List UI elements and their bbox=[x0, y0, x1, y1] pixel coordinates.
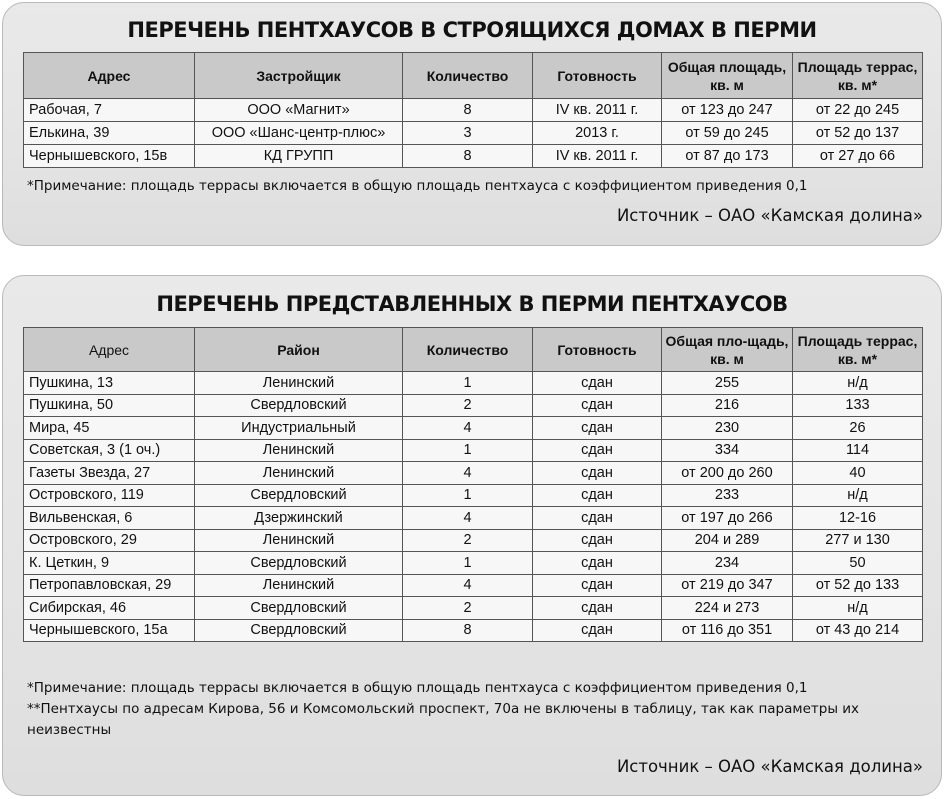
table-row bbox=[24, 99, 923, 122]
cell-address: Островского, 119 bbox=[24, 484, 195, 507]
cell-count: 4 bbox=[403, 507, 533, 530]
table-row bbox=[24, 417, 923, 440]
cell-count: 1 bbox=[403, 372, 533, 395]
table1-header-row bbox=[24, 53, 923, 99]
table-row bbox=[24, 394, 923, 417]
cell-count: 1 bbox=[403, 552, 533, 575]
cell-district: Свердловский bbox=[195, 619, 403, 642]
cell-total-area: 233 bbox=[662, 484, 793, 507]
cell-readiness: IV кв. 2011 г. bbox=[533, 145, 662, 168]
cell-address: Рабочая, 7 bbox=[24, 99, 195, 122]
cell-address: Елькина, 39 bbox=[24, 122, 195, 145]
cell-terrace-area: 26 bbox=[793, 417, 923, 440]
table2-header-address: Адрес bbox=[24, 328, 195, 372]
cell-count: 2 bbox=[403, 394, 533, 417]
cell-readiness: сдан bbox=[533, 394, 662, 417]
cell-district: Свердловский bbox=[195, 394, 403, 417]
table-row bbox=[24, 484, 923, 507]
table-row bbox=[24, 529, 923, 552]
table2-body bbox=[24, 372, 923, 642]
cell-readiness: сдан bbox=[533, 417, 662, 440]
cell-terrace-area: от 52 до 137 bbox=[793, 122, 923, 145]
cell-count: 8 bbox=[403, 619, 533, 642]
cell-address: К. Цеткин, 9 bbox=[24, 552, 195, 575]
table-row bbox=[24, 122, 923, 145]
table1-header-terrace-area: Площадь террас, кв. м* bbox=[793, 53, 923, 99]
cell-district: Дзержинский bbox=[195, 507, 403, 530]
cell-address: Пушкина, 13 bbox=[24, 372, 195, 395]
cell-total-area: 204 и 289 bbox=[662, 529, 793, 552]
cell-developer: ООО «Магнит» bbox=[195, 99, 403, 122]
cell-total-area: от 200 до 260 bbox=[662, 462, 793, 485]
table1-header-developer: Застройщик bbox=[195, 53, 403, 99]
cell-total-area: 255 bbox=[662, 372, 793, 395]
cell-developer: ООО «Шанс-центр-плюс» bbox=[195, 122, 403, 145]
cell-total-area: 224 и 273 bbox=[662, 597, 793, 620]
cell-district: Ленинский bbox=[195, 574, 403, 597]
cell-terrace-area: н/д bbox=[793, 484, 923, 507]
cell-address: Пушкина, 50 bbox=[24, 394, 195, 417]
cell-readiness: сдан bbox=[533, 372, 662, 395]
cell-count: 2 bbox=[403, 597, 533, 620]
cell-district: Ленинский bbox=[195, 462, 403, 485]
table2-footnote-terrace: *Примечание: площадь террасы включается в общую площадь пентхауса с коэффициентом приведения 0,1 bbox=[27, 680, 808, 696]
cell-total-area: от 197 до 266 bbox=[662, 507, 793, 530]
table1-footnote: *Примечание: площадь террасы включается в общую площадь пентхауса с коэффициентом приведения 0,1 bbox=[27, 178, 808, 194]
table-row bbox=[24, 619, 923, 642]
table-row bbox=[24, 145, 923, 168]
cell-readiness: сдан bbox=[533, 462, 662, 485]
cell-district: Ленинский bbox=[195, 372, 403, 395]
cell-terrace-area: 12-16 bbox=[793, 507, 923, 530]
cell-count: 8 bbox=[403, 99, 533, 122]
cell-count: 3 bbox=[403, 122, 533, 145]
table2-header-row bbox=[24, 328, 923, 372]
cell-address: Сибирская, 46 bbox=[24, 597, 195, 620]
cell-district: Ленинский bbox=[195, 439, 403, 462]
cell-district: Ленинский bbox=[195, 529, 403, 552]
cell-district: Свердловский bbox=[195, 597, 403, 620]
penthouses-on-market-panel bbox=[2, 275, 942, 796]
table2-header-readiness: Готовность bbox=[533, 328, 662, 372]
table2-header-terrace-area: Площадь террас, кв. м* bbox=[793, 328, 923, 372]
table2-header-district: Район bbox=[195, 328, 403, 372]
cell-address: Чернышевского, 15в bbox=[24, 145, 195, 168]
cell-count: 2 bbox=[403, 529, 533, 552]
cell-count: 4 bbox=[403, 574, 533, 597]
cell-address: Чернышевского, 15а bbox=[24, 619, 195, 642]
cell-address: Мира, 45 bbox=[24, 417, 195, 440]
table1-header-total-area: Общая площадь, кв. м bbox=[662, 53, 793, 99]
table-row bbox=[24, 462, 923, 485]
cell-district: Индустриальный bbox=[195, 417, 403, 440]
cell-address: Советская, 3 (1 оч.) bbox=[24, 439, 195, 462]
cell-terrace-area: от 27 до 66 bbox=[793, 145, 923, 168]
table1-source: Источник – ОАО «Камская долина» bbox=[616, 206, 923, 225]
table-row bbox=[24, 507, 923, 530]
cell-readiness: 2013 г. bbox=[533, 122, 662, 145]
table2-footnotes bbox=[27, 678, 921, 741]
cell-count: 1 bbox=[403, 484, 533, 507]
table2-header-total-area: Общая пло-щадь, кв. м bbox=[662, 328, 793, 372]
table2-header-count: Количество bbox=[403, 328, 533, 372]
cell-terrace-area: от 43 до 214 bbox=[793, 619, 923, 642]
cell-total-area: 334 bbox=[662, 439, 793, 462]
cell-terrace-area: 277 и 130 bbox=[793, 529, 923, 552]
cell-terrace-area: от 52 до 133 bbox=[793, 574, 923, 597]
cell-readiness: сдан bbox=[533, 484, 662, 507]
table1-title: ПЕРЕЧЕНЬ ПЕНТХАУСОВ В СТРОЯЩИХСЯ ДОМАХ В ПЕРМИ bbox=[127, 18, 817, 42]
cell-terrace-area: 133 bbox=[793, 394, 923, 417]
cell-readiness: сдан bbox=[533, 529, 662, 552]
table2-source: Источник – ОАО «Камская долина» bbox=[616, 757, 923, 776]
cell-total-area: от 116 до 351 bbox=[662, 619, 793, 642]
cell-readiness: сдан bbox=[533, 574, 662, 597]
table1-grid bbox=[23, 52, 923, 168]
cell-total-area: от 123 до 247 bbox=[662, 99, 793, 122]
table-row bbox=[24, 552, 923, 575]
cell-terrace-area: 114 bbox=[793, 439, 923, 462]
cell-address: Петропавловская, 29 bbox=[24, 574, 195, 597]
cell-total-area: 216 bbox=[662, 394, 793, 417]
cell-count: 1 bbox=[403, 439, 533, 462]
cell-readiness: сдан bbox=[533, 552, 662, 575]
cell-terrace-area: н/д bbox=[793, 372, 923, 395]
cell-developer: КД ГРУПП bbox=[195, 145, 403, 168]
table-row bbox=[24, 439, 923, 462]
cell-total-area: 234 bbox=[662, 552, 793, 575]
cell-district: Свердловский bbox=[195, 552, 403, 575]
cell-count: 4 bbox=[403, 417, 533, 440]
cell-terrace-area: от 22 до 245 bbox=[793, 99, 923, 122]
cell-terrace-area: 50 bbox=[793, 552, 923, 575]
cell-total-area: от 87 до 173 bbox=[662, 145, 793, 168]
table1-header-readiness: Готовность bbox=[533, 53, 662, 99]
table-row bbox=[24, 597, 923, 620]
cell-readiness: сдан bbox=[533, 507, 662, 530]
cell-count: 4 bbox=[403, 462, 533, 485]
table2-title: ПЕРЕЧЕНЬ ПРЕДСТАВЛЕННЫХ В ПЕРМИ ПЕНТХАУСОВ bbox=[156, 292, 788, 316]
cell-readiness: сдан bbox=[533, 597, 662, 620]
cell-readiness: сдан bbox=[533, 439, 662, 462]
penthouses-under-construction-panel bbox=[2, 2, 942, 246]
table1-header-count: Количество bbox=[403, 53, 533, 99]
cell-total-area: 230 bbox=[662, 417, 793, 440]
cell-address: Островского, 29 bbox=[24, 529, 195, 552]
cell-address: Вильвенская, 6 bbox=[24, 507, 195, 530]
cell-total-area: от 59 до 245 bbox=[662, 122, 793, 145]
cell-readiness: IV кв. 2011 г. bbox=[533, 99, 662, 122]
cell-terrace-area: 40 bbox=[793, 462, 923, 485]
cell-district: Свердловский bbox=[195, 484, 403, 507]
cell-address: Газеты Звезда, 27 bbox=[24, 462, 195, 485]
cell-total-area: от 219 до 347 bbox=[662, 574, 793, 597]
table1-header-address: Адрес bbox=[24, 53, 195, 99]
cell-readiness: сдан bbox=[533, 619, 662, 642]
table-row bbox=[24, 372, 923, 395]
table2-footnote-excluded: **Пентхаусы по адресам Кирова, 56 и Комсомольский проспект, 70а не включены в таблицу, так как параметры их неизвестны bbox=[27, 701, 860, 738]
cell-count: 8 bbox=[403, 145, 533, 168]
cell-terrace-area: н/д bbox=[793, 597, 923, 620]
table2-grid bbox=[23, 327, 923, 642]
table-row bbox=[24, 574, 923, 597]
